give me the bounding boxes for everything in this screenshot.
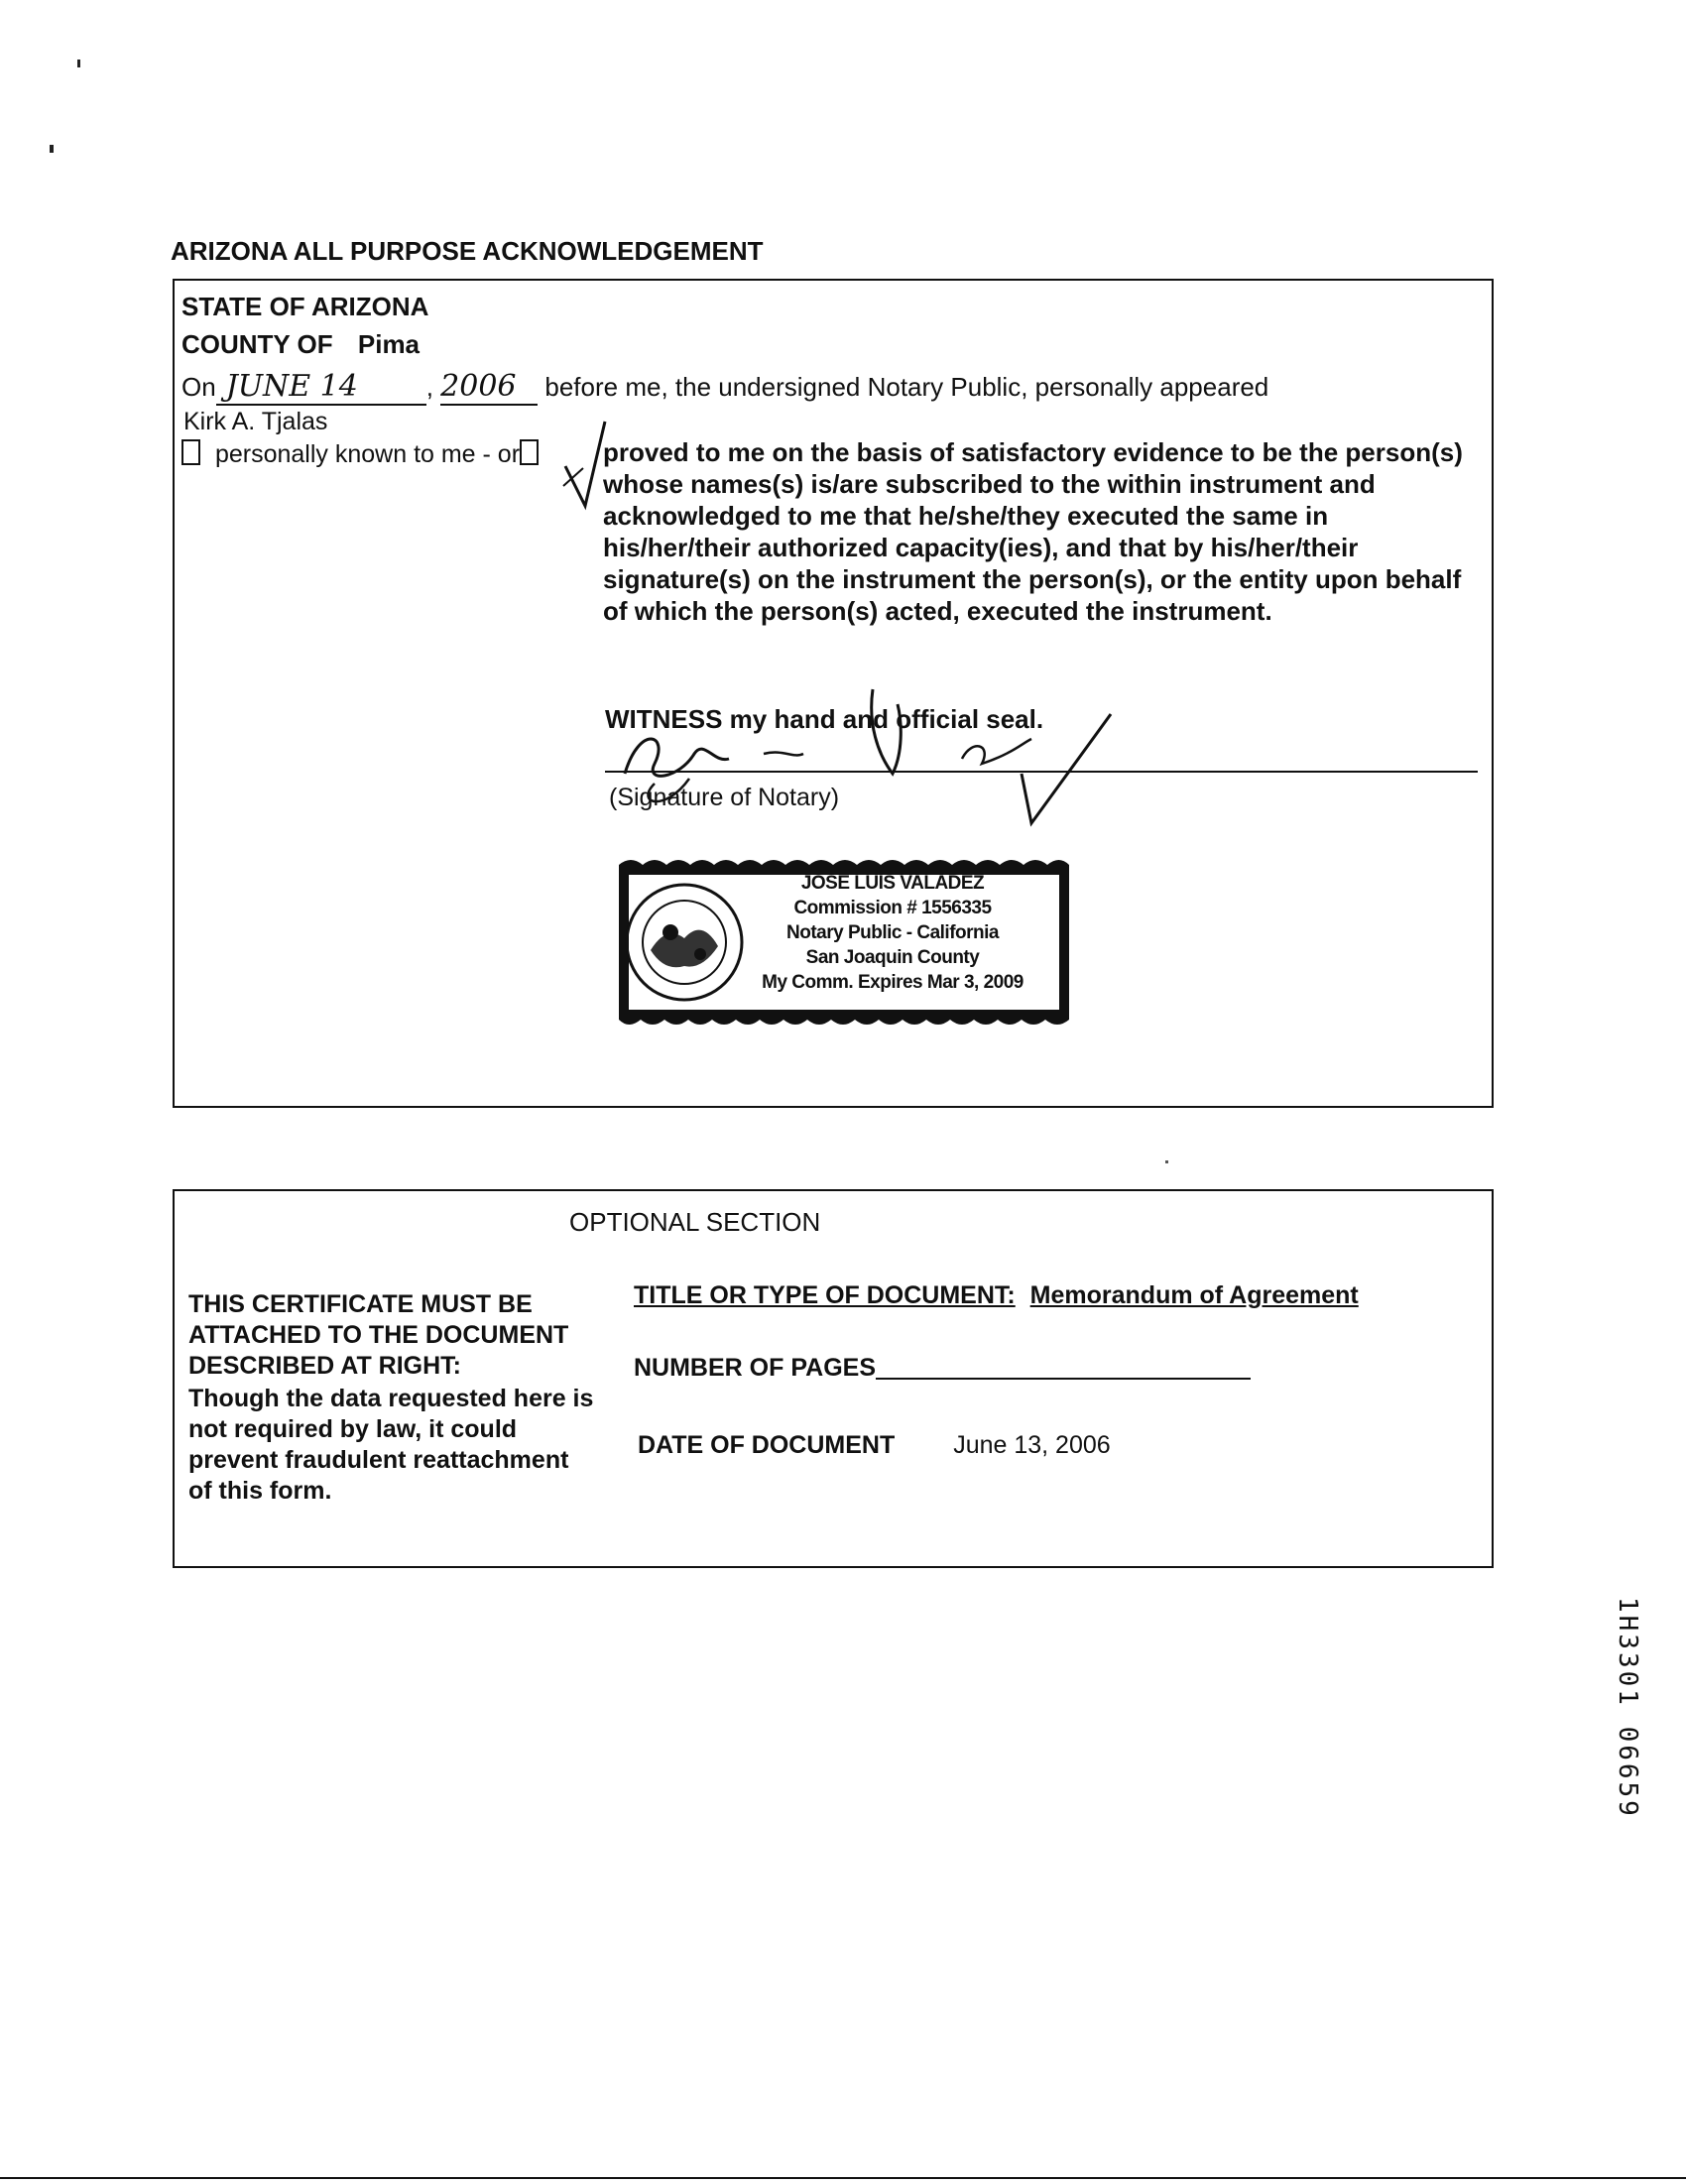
known-option-label: personally known to me - or (214, 440, 521, 468)
page-title: ARIZONA ALL PURPOSE ACKNOWLEDGEMENT (171, 236, 764, 266)
stamp-title: Notary Public - California (786, 922, 999, 943)
person-name: Kirk A. Tjalas (183, 408, 328, 435)
doc-type-value: Memorandum of Agreement (1029, 1281, 1359, 1309)
known-checkbox[interactable] (181, 439, 200, 465)
date-value: June 13, 2006 (953, 1431, 1111, 1459)
stamp-county: San Joaquin County (805, 947, 980, 968)
certificate-disclaimer: Though the data requested here is not required by law, it could prevent fraudulent reattachment of this form. (188, 1385, 594, 1505)
appeared-text: before me, the undersigned Notary Public, personally appeared (544, 372, 1269, 402)
vertical-margin-id (1607, 1597, 1646, 1865)
known-option (181, 439, 539, 469)
stray-mark (50, 145, 54, 153)
county-label: COUNTY OF (181, 329, 333, 359)
pages-field[interactable] (876, 1354, 1251, 1380)
stray-dot (1165, 1160, 1168, 1163)
certificate-note (188, 1289, 595, 1507)
stamp-expires: My Comm. Expires Mar 3, 2009 (762, 972, 1024, 993)
proof-paragraph: proved to me on the basis of satisfactory evidence to be the person(s) whose names(s) is/are subscribed to the within instrument and acknowledged to me that he/she/they executed the same in his/her/their authorized capacity(ies), and that by his/her/their signature(s) on the instrument the person(s), or the entity upon behalf of which the person(s) acted, executed the instrument. (603, 437, 1463, 626)
appearance-line: On JUNE 14 , 2006 before me, the undersigned Notary Public, personally appeared (181, 369, 1269, 404)
pages-row (634, 1354, 1251, 1383)
on-label: On (181, 372, 216, 402)
certificate-note-text: THIS CERTIFICATE MUST BE ATTACHED TO THE DOCUMENT DESCRIBED AT RIGHT: (188, 1290, 569, 1380)
pages-label: NUMBER OF PAGES (634, 1354, 876, 1382)
stamp-commission: Commission # 1556335 (793, 898, 992, 918)
doc-type-label: TITLE OR TYPE OF DOCUMENT: (634, 1281, 1016, 1309)
witness-line: WITNESS my hand and official seal. (605, 704, 1044, 734)
signature-label: (Signature of Notary) (609, 784, 840, 811)
date-label: DATE OF DOCUMENT (638, 1431, 896, 1459)
doc-type-row (634, 1281, 1359, 1310)
handwritten-date: JUNE 14 (216, 369, 426, 406)
stray-mark (77, 60, 80, 67)
handwritten-year: 2006 (440, 369, 538, 406)
page-bottom-edge (0, 2177, 1686, 2179)
stamp-name: JOSE LUIS VALADEZ (800, 873, 985, 894)
vertical-id-text: 1H3301 06659 (1613, 1597, 1642, 1819)
county-line (181, 329, 420, 360)
county-value: Pima (357, 329, 421, 359)
optional-heading: OPTIONAL SECTION (569, 1207, 821, 1237)
state-line: STATE OF ARIZONA (181, 292, 429, 321)
stamp-text (724, 871, 1061, 995)
date-row (638, 1431, 1111, 1460)
